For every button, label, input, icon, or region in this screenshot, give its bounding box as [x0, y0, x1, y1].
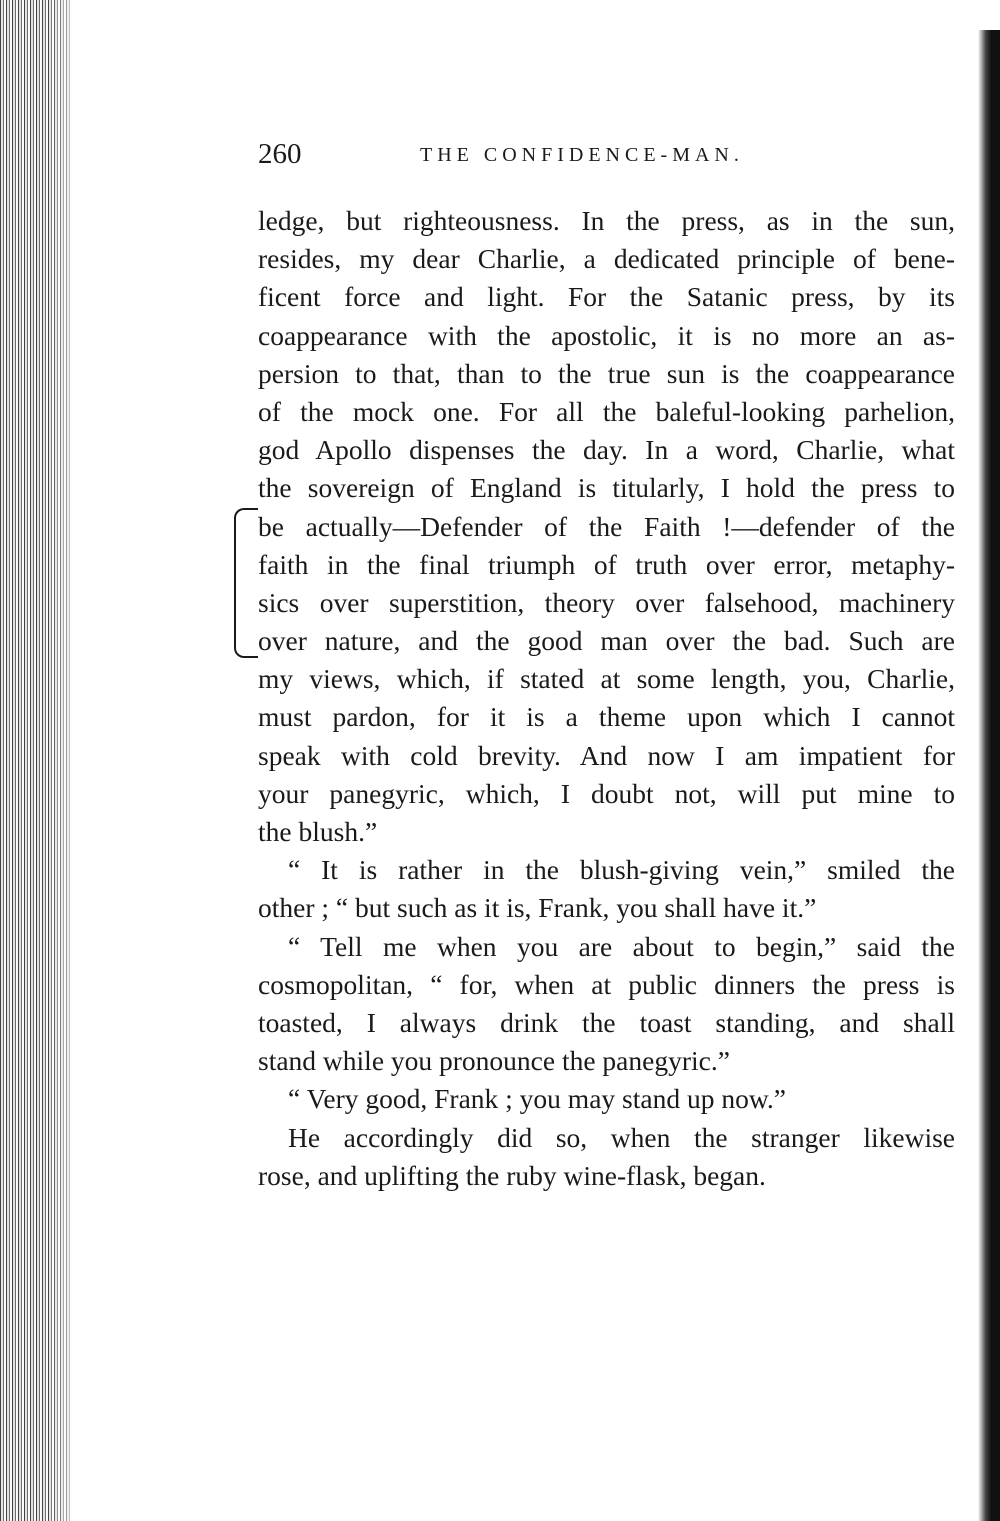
text-line: speak with cold brevity. And now I am impatient for	[258, 739, 955, 771]
text-line: other ; “ but such as it is, Frank, you shall have it.”	[258, 892, 817, 924]
text-line: toasted, I always drink the toast standing, and shall	[258, 1006, 955, 1038]
text-line: must pardon, for it is a theme upon which I cannot	[258, 701, 955, 733]
text-line: persion to that, than to the true sun is the coappearance	[258, 357, 955, 389]
text-line: of the mock one. For all the baleful-looking parhelion,	[258, 395, 955, 427]
text-line: ficent force and light. For the Satanic press, by its	[258, 281, 955, 313]
body-text	[258, 202, 955, 1195]
page-edge	[978, 30, 1000, 1521]
text-line: faith in the final triumph of truth over error, metaphy-	[258, 548, 955, 580]
text-line: over nature, and the good man over the bad. Such are	[258, 625, 955, 657]
page-header	[258, 138, 958, 178]
text-line: ledge, but righteousness. In the press, as in the sun,	[258, 205, 955, 236]
text-line: rose, and uplifting the ruby wine-flask, began.	[258, 1159, 766, 1191]
text-line: sics over superstition, theory over falsehood, machinery	[258, 586, 955, 618]
text-line: god Apollo dispenses the day. In a word, Charlie, what	[258, 434, 955, 466]
running-head: THE CONFIDENCE-MAN.	[420, 144, 744, 166]
text-line: “ It is rather in the blush-giving vein,” smiled the	[288, 854, 955, 886]
text-line: cosmopolitan, “ for, when at public dinners the press is	[258, 968, 955, 1000]
page-number: 260	[258, 138, 302, 170]
text-line: the sovereign of England is titularly, I hold the press to	[258, 472, 955, 504]
text-line: the blush.”	[258, 816, 378, 847]
text-line: your panegyric, which, I doubt not, will put mine to	[258, 777, 955, 809]
text-line: “ Very good, Frank ; you may stand up now.”	[288, 1083, 786, 1115]
text-line: be actually—Defender of the Faith !—defender of the	[258, 510, 955, 542]
gutter-shadow	[48, 0, 88, 1521]
text-line: He accordingly did so, when the stranger likewise	[288, 1121, 955, 1153]
margin-bracket	[234, 508, 258, 658]
text-line: resides, my dear Charlie, a dedicated principle of bene-	[258, 243, 955, 275]
text-line: coappearance with the apostolic, it is no more an as-	[258, 319, 955, 351]
text-line: “ Tell me when you are about to begin,” said the	[288, 930, 955, 962]
text-line: stand while you pronounce the panegyric.”	[258, 1045, 730, 1077]
text-line: my views, which, if stated at some length, you, Charlie,	[258, 663, 955, 695]
